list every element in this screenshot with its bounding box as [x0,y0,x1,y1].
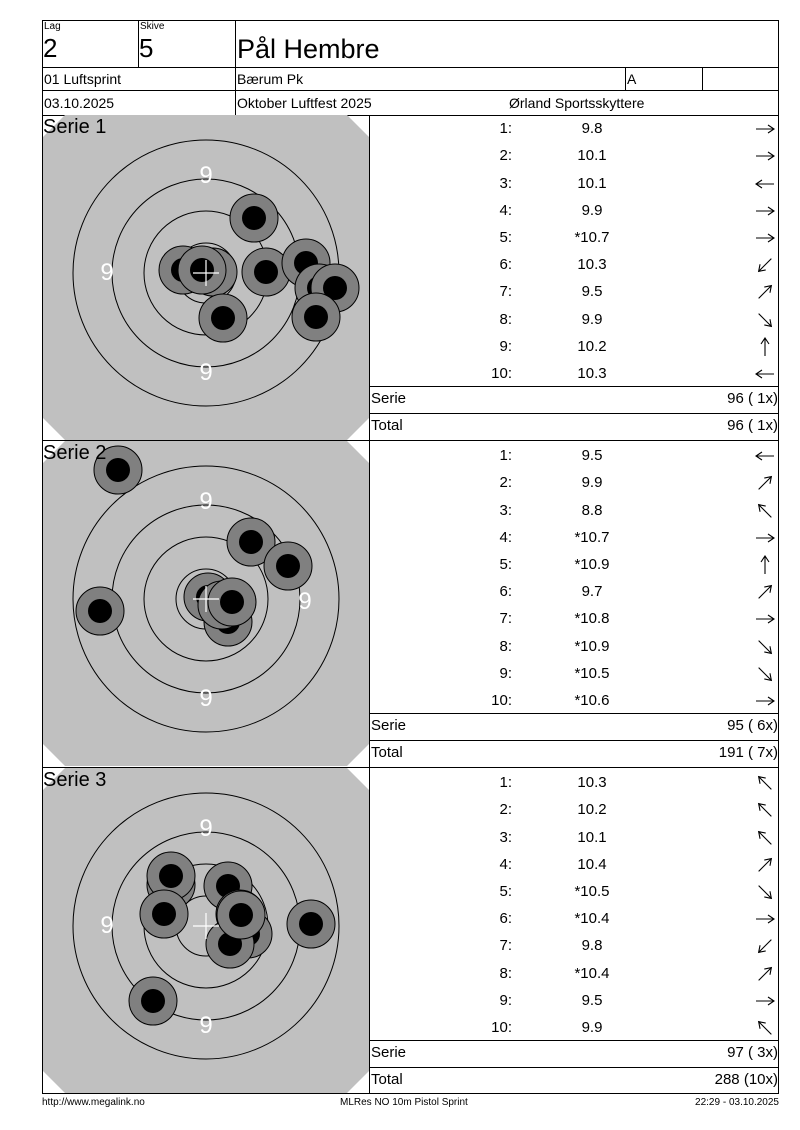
ring-number-label: 9 [100,259,114,286]
shot-number: 1: [499,120,512,137]
ring-number-label: 9 [298,588,312,615]
ring-number-label: 9 [199,488,213,515]
shot-number: 4: [499,856,512,873]
shot-hole-center [239,530,263,554]
direction-arrow-icon [754,637,776,657]
direction-arrow-icon [754,773,776,793]
shot-hole-center [106,458,130,482]
shot-row [370,578,778,605]
shot-row [370,851,778,878]
shot-number: 3: [499,175,512,192]
shot-number: 8: [499,311,512,328]
shot-hole-center [299,912,323,936]
shot-value: 9.9 [581,474,603,491]
group-name: A [627,71,637,87]
total-label: Total [371,417,403,434]
shot-value: *10.6 [574,692,610,709]
shot-hole-center [190,258,214,282]
shot-number: 4: [499,529,512,546]
shot-row [370,878,778,905]
direction-arrow-icon [754,555,776,575]
shot-value: *10.5 [574,883,610,900]
shot-value: *10.9 [574,638,610,655]
shot-value: 9.8 [581,120,603,137]
ring-number-label: 9 [199,162,213,189]
shot-row [370,197,778,224]
shot-row [370,360,778,387]
shot-value: *10.4 [574,965,610,982]
shot-number: 5: [499,229,512,246]
shot-hole-center [242,206,266,230]
shot-row [370,142,778,169]
shot-number: 3: [499,829,512,846]
shot-row [370,551,778,578]
shot-hole-center [141,989,165,1013]
shot-row [370,497,778,524]
direction-arrow-icon [754,664,776,684]
shot-number: 8: [499,965,512,982]
class-name: 01 Luftsprint [44,71,122,87]
serie-score: 97 ( 3x) [727,1044,778,1061]
direction-arrow-icon [754,800,776,820]
shot-value: 10.3 [577,774,607,791]
direction-arrow-icon [754,609,776,629]
serie-label: Serie [371,390,407,407]
shot-value: *10.7 [574,229,610,246]
header-col-end [702,67,703,90]
shot-number: 4: [499,202,512,219]
direction-arrow-icon [754,991,776,1011]
shot-value: 8.8 [581,502,603,519]
total-score: 191 ( 7x) [718,744,778,761]
shot-value: 10.2 [577,338,607,355]
total-line [369,413,779,414]
direction-arrow-icon [754,582,776,602]
shot-number: 8: [499,638,512,655]
serie-label: Serie [371,1044,407,1061]
shot-number: 1: [499,447,512,464]
shot-value: 10.4 [577,856,607,873]
shot-value: 10.1 [577,175,607,192]
shot-value: 9.5 [581,447,603,464]
target-image [43,115,369,440]
shot-hole-center [229,903,253,927]
serie-label: Serie [371,717,407,734]
shot-number: 5: [499,883,512,900]
direction-arrow-icon [754,228,776,248]
header-col-main [235,20,236,115]
total-label: Total [371,1071,403,1088]
shot-number: 9: [499,338,512,355]
serie-title: Serie 1 [43,116,107,138]
direction-arrow-icon [754,255,776,275]
shot-number: 2: [499,474,512,491]
skive-value: 5 [139,33,154,63]
total-label: Total [371,744,403,761]
shot-number: 2: [499,147,512,164]
serie-score: 95 ( 6x) [727,717,778,734]
shot-row [370,333,778,360]
shot-row [370,224,778,251]
shot-value: 9.8 [581,937,603,954]
shot-row [370,115,778,142]
total-score: 96 ( 1x) [727,417,778,434]
shot-hole-center [211,306,235,330]
ring-number-label: 9 [199,1012,213,1039]
serie-title: Serie 3 [43,769,107,791]
shot-number: 6: [499,256,512,273]
serie-line [369,1040,779,1041]
direction-arrow-icon [754,1018,776,1038]
total-line [369,1067,779,1068]
header-divider-2 [42,90,779,91]
shot-value: 10.1 [577,829,607,846]
direction-arrow-icon [754,310,776,330]
shot-number: 7: [499,610,512,627]
skive-label: Skive [140,21,165,32]
ring-number-label: 9 [199,359,213,386]
direction-arrow-icon [754,201,776,221]
serie-title: Serie 2 [43,442,107,464]
shot-hole-center [88,599,112,623]
shot-value: 10.1 [577,147,607,164]
shot-value: 9.5 [581,283,603,300]
direction-arrow-icon [754,146,776,166]
serie-score: 96 ( 1x) [727,390,778,407]
shot-row [370,170,778,197]
shot-value: 9.9 [581,202,603,219]
serie-line [369,713,779,714]
shot-number: 7: [499,937,512,954]
shot-number: 3: [499,502,512,519]
header-divider-1 [42,67,779,68]
shot-hole-center [276,554,300,578]
shot-number: 2: [499,801,512,818]
footer-timestamp: 22:29 - 03.10.2025 [695,1097,779,1108]
shot-number: 10: [491,692,512,709]
shot-number: 7: [499,283,512,300]
shot-value: 9.9 [581,311,603,328]
shot-number: 9: [499,665,512,682]
shot-number: 6: [499,910,512,927]
direction-arrow-icon [754,446,776,466]
direction-arrow-icon [754,473,776,493]
direction-arrow-icon [754,174,776,194]
total-line [369,740,779,741]
shot-row [370,605,778,632]
lag-value: 2 [43,33,58,63]
target-image [43,768,369,1093]
shot-hole-center [159,864,183,888]
shot-row [370,660,778,687]
shot-number: 5: [499,556,512,573]
direction-arrow-icon [754,364,776,384]
shot-row [370,633,778,660]
shot-number: 6: [499,583,512,600]
ring-number-label: 9 [199,815,213,842]
shot-row [370,769,778,796]
shot-row [370,251,778,278]
shot-value: *10.4 [574,910,610,927]
footer-link[interactable]: http://www.megalink.no [42,1097,145,1108]
shot-row [370,687,778,714]
shot-row [370,278,778,305]
ring-number-label: 9 [199,685,213,712]
direction-arrow-icon [754,337,776,357]
shot-value: *10.8 [574,610,610,627]
shot-number: 9: [499,992,512,1009]
shooter-name: Pål Hembre [237,34,380,64]
direction-arrow-icon [754,882,776,902]
shot-value: 10.3 [577,365,607,382]
shot-value: *10.9 [574,556,610,573]
shot-value: *10.5 [574,665,610,682]
lag-label: Lag [44,21,61,32]
serie-line [369,386,779,387]
shot-row [370,469,778,496]
shot-value: 9.7 [581,583,603,600]
shot-row [370,960,778,987]
direction-arrow-icon [754,964,776,984]
shot-row [370,306,778,333]
shot-number: 1: [499,774,512,791]
organizer-name: Ørland Sportsskyttere [509,95,645,111]
header-col-group [625,67,626,90]
event-name: Oktober Luftfest 2025 [237,95,372,111]
shot-hole-center [220,590,244,614]
shot-row [370,796,778,823]
shot-hole-center [304,305,328,329]
direction-arrow-icon [754,936,776,956]
shot-value: 9.9 [581,1019,603,1036]
shot-value: 10.3 [577,256,607,273]
shot-row [370,824,778,851]
direction-arrow-icon [754,691,776,711]
direction-arrow-icon [754,119,776,139]
shot-number: 10: [491,1019,512,1036]
shot-row [370,932,778,959]
shot-number: 10: [491,365,512,382]
shot-row [370,442,778,469]
shot-hole-center [152,902,176,926]
direction-arrow-icon [754,828,776,848]
event-date: 03.10.2025 [44,95,115,111]
direction-arrow-icon [754,528,776,548]
direction-arrow-icon [754,909,776,929]
direction-arrow-icon [754,282,776,302]
total-score: 288 (10x) [714,1071,778,1088]
footer-program: MLRes NO 10m Pistol Sprint [340,1097,468,1108]
club-name: Bærum Pk [237,71,304,87]
direction-arrow-icon [754,855,776,875]
shot-row [370,987,778,1014]
ring-number-label: 9 [100,912,114,939]
target-image [43,441,369,766]
shot-row [370,1014,778,1041]
shot-value: 9.5 [581,992,603,1009]
direction-arrow-icon [754,501,776,521]
shot-row [370,905,778,932]
shot-hole-center [254,260,278,284]
shot-row [370,524,778,551]
shot-value: *10.7 [574,529,610,546]
shot-value: 10.2 [577,801,607,818]
